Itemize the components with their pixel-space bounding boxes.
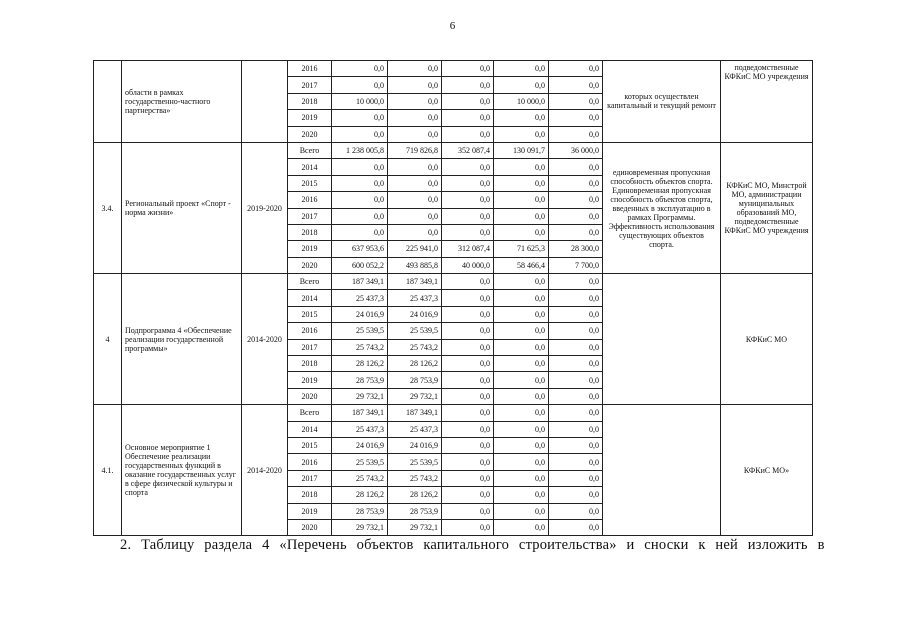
value-cell: 0,0 <box>442 487 494 503</box>
value-cell: 1 238 005,8 <box>332 142 388 158</box>
value-cell: 187 349,1 <box>332 405 388 421</box>
value-cell: 0,0 <box>494 437 549 453</box>
value-cell: 24 016,9 <box>332 437 388 453</box>
value-cell: 0,0 <box>549 405 603 421</box>
value-cell: 0,0 <box>442 339 494 355</box>
year-cell: 2020 <box>288 519 332 535</box>
year-cell: Всего <box>288 142 332 158</box>
value-cell: 130 091,7 <box>494 142 549 158</box>
value-cell: 0,0 <box>388 159 442 175</box>
year-cell: 2015 <box>288 306 332 322</box>
value-cell: 0,0 <box>494 388 549 404</box>
value-cell: 0,0 <box>442 519 494 535</box>
value-cell: 0,0 <box>442 306 494 322</box>
value-cell: 0,0 <box>549 126 603 142</box>
value-cell: 0,0 <box>442 175 494 191</box>
value-cell: 0,0 <box>332 110 388 126</box>
value-cell: 0,0 <box>549 77 603 93</box>
value-cell: 0,0 <box>549 487 603 503</box>
value-cell: 187 349,1 <box>388 274 442 290</box>
value-cell: 0,0 <box>494 208 549 224</box>
implementation-period: 2014-2020 <box>242 274 288 405</box>
value-cell: 0,0 <box>388 93 442 109</box>
year-cell: 2017 <box>288 77 332 93</box>
value-cell: 0,0 <box>494 487 549 503</box>
value-cell: 225 941,0 <box>388 241 442 257</box>
value-cell: 0,0 <box>494 339 549 355</box>
responsible-executor: подведомственные КФКиС МО учреждения <box>721 61 813 143</box>
year-cell: 2019 <box>288 110 332 126</box>
value-cell: 0,0 <box>442 290 494 306</box>
instruction-paragraph <box>120 537 825 554</box>
value-cell: 71 625,3 <box>494 241 549 257</box>
responsible-executor: КФКиС МО» <box>721 405 813 536</box>
year-cell: 2018 <box>288 356 332 372</box>
value-cell: 0,0 <box>549 61 603 77</box>
value-cell: 10 000,0 <box>332 93 388 109</box>
responsible-executor: КФКиС МО <box>721 274 813 405</box>
value-cell: 312 087,4 <box>442 241 494 257</box>
value-cell: 187 349,1 <box>332 274 388 290</box>
value-cell: 0,0 <box>549 306 603 322</box>
value-cell: 0,0 <box>494 77 549 93</box>
value-cell: 28 753,9 <box>332 372 388 388</box>
row-index <box>94 61 122 143</box>
value-cell: 600 052,2 <box>332 257 388 273</box>
value-cell: 0,0 <box>549 339 603 355</box>
value-cell: 0,0 <box>442 208 494 224</box>
value-cell: 0,0 <box>442 454 494 470</box>
value-cell: 0,0 <box>388 208 442 224</box>
value-cell: 0,0 <box>549 93 603 109</box>
result-indicator <box>603 274 721 405</box>
value-cell: 28 753,9 <box>388 372 442 388</box>
value-cell: 0,0 <box>494 110 549 126</box>
block-sport-norm-of-life <box>94 142 813 273</box>
value-cell: 0,0 <box>549 110 603 126</box>
year-cell: 2017 <box>288 470 332 486</box>
value-cell: 40 000,0 <box>442 257 494 273</box>
value-cell: 0,0 <box>442 93 494 109</box>
table-row <box>94 142 813 158</box>
value-cell: 24 016,9 <box>332 306 388 322</box>
value-cell: 0,0 <box>549 323 603 339</box>
year-cell: 2016 <box>288 61 332 77</box>
value-cell: 187 349,1 <box>388 405 442 421</box>
implementation-period: 2019-2020 <box>242 142 288 273</box>
value-cell: 0,0 <box>549 372 603 388</box>
value-cell: 0,0 <box>494 421 549 437</box>
value-cell: 352 087,4 <box>442 142 494 158</box>
year-cell: 2016 <box>288 454 332 470</box>
year-cell: 2018 <box>288 224 332 240</box>
value-cell: 0,0 <box>549 519 603 535</box>
value-cell: 0,0 <box>494 356 549 372</box>
table-row <box>94 274 813 290</box>
value-cell: 0,0 <box>388 224 442 240</box>
value-cell: 0,0 <box>494 323 549 339</box>
value-cell: 0,0 <box>494 519 549 535</box>
value-cell: 0,0 <box>442 470 494 486</box>
value-cell: 25 743,2 <box>332 339 388 355</box>
year-cell: 2014 <box>288 290 332 306</box>
value-cell: 0,0 <box>332 77 388 93</box>
value-cell: 719 826,8 <box>388 142 442 158</box>
value-cell: 0,0 <box>388 77 442 93</box>
value-cell: 0,0 <box>388 192 442 208</box>
value-cell: 0,0 <box>549 208 603 224</box>
value-cell: 0,0 <box>494 290 549 306</box>
value-cell: 29 732,1 <box>388 388 442 404</box>
year-cell: 2020 <box>288 388 332 404</box>
value-cell: 25 743,2 <box>388 470 442 486</box>
block-subprogram-4 <box>94 274 813 405</box>
value-cell: 0,0 <box>332 224 388 240</box>
value-cell: 0,0 <box>442 61 494 77</box>
value-cell: 0,0 <box>494 274 549 290</box>
value-cell: 0,0 <box>442 388 494 404</box>
result-indicator <box>603 405 721 536</box>
year-cell: 2019 <box>288 503 332 519</box>
year-cell: 2016 <box>288 323 332 339</box>
implementation-period <box>242 61 288 143</box>
value-cell: 29 732,1 <box>332 519 388 535</box>
value-cell: 0,0 <box>549 470 603 486</box>
value-cell: 25 539,5 <box>388 323 442 339</box>
result-indicator: единовременная пропускная способность объектов спорта. Единовременная пропускная способность объектов спорта, введенных в эксплуатацию в рамках Программы. Эффективность использования существующих объектов спорта. <box>603 142 721 273</box>
value-cell: 0,0 <box>549 388 603 404</box>
value-cell: 0,0 <box>549 224 603 240</box>
value-cell: 0,0 <box>388 61 442 77</box>
value-cell: 0,0 <box>442 323 494 339</box>
year-cell: 2015 <box>288 437 332 453</box>
value-cell: 0,0 <box>332 126 388 142</box>
year-cell: Всего <box>288 274 332 290</box>
value-cell: 29 732,1 <box>332 388 388 404</box>
value-cell: 24 016,9 <box>388 437 442 453</box>
value-cell: 25 539,5 <box>332 323 388 339</box>
value-cell: 28 126,2 <box>332 356 388 372</box>
activity-name: Региональный проект «Спорт - норма жизни» <box>122 142 242 273</box>
responsible-executor: КФКиС МО, Минстрой МО, администрации муниципальных образований МО, подведомственные КФКиС МО учреждения <box>721 142 813 273</box>
implementation-period: 2014-2020 <box>242 405 288 536</box>
year-cell: 2017 <box>288 208 332 224</box>
value-cell: 0,0 <box>494 306 549 322</box>
value-cell: 25 743,2 <box>388 339 442 355</box>
activity-name: области в рамках государственно-частного партнерства» <box>122 61 242 143</box>
value-cell: 0,0 <box>332 208 388 224</box>
value-cell: 0,0 <box>442 372 494 388</box>
value-cell: 25 437,3 <box>388 290 442 306</box>
value-cell: 29 732,1 <box>388 519 442 535</box>
value-cell: 0,0 <box>549 175 603 191</box>
block-regional-ppp <box>94 61 813 143</box>
value-cell: 0,0 <box>494 503 549 519</box>
value-cell: 28 753,9 <box>388 503 442 519</box>
activity-name: Основное мероприятие 1 Обеспечение реализации государственных функций в оказание государственных услуг в сфере физической культуры и спорта <box>122 405 242 536</box>
value-cell: 36 000,0 <box>549 142 603 158</box>
value-cell: 28 126,2 <box>388 487 442 503</box>
value-cell: 0,0 <box>442 405 494 421</box>
value-cell: 0,0 <box>442 110 494 126</box>
value-cell: 0,0 <box>442 274 494 290</box>
value-cell: 0,0 <box>494 372 549 388</box>
year-cell: 2014 <box>288 421 332 437</box>
row-index: 4.1. <box>94 405 122 536</box>
value-cell: 0,0 <box>549 421 603 437</box>
value-cell: 0,0 <box>494 224 549 240</box>
year-cell: 2018 <box>288 487 332 503</box>
value-cell: 28 300,0 <box>549 241 603 257</box>
value-cell: 0,0 <box>332 192 388 208</box>
value-cell: 25 743,2 <box>332 470 388 486</box>
row-index: 4 <box>94 274 122 405</box>
table-row <box>94 61 813 77</box>
value-cell: 0,0 <box>549 192 603 208</box>
value-cell: 0,0 <box>332 175 388 191</box>
value-cell: 0,0 <box>442 421 494 437</box>
value-cell: 0,0 <box>494 454 549 470</box>
year-cell: 2016 <box>288 192 332 208</box>
value-cell: 0,0 <box>494 61 549 77</box>
value-cell: 0,0 <box>549 274 603 290</box>
year-cell: 2018 <box>288 93 332 109</box>
value-cell: 25 437,3 <box>332 290 388 306</box>
value-cell: 0,0 <box>549 290 603 306</box>
year-cell: 2019 <box>288 241 332 257</box>
value-cell: 0,0 <box>442 159 494 175</box>
value-cell: 0,0 <box>442 77 494 93</box>
value-cell: 0,0 <box>549 159 603 175</box>
row-index: 3.4. <box>94 142 122 273</box>
value-cell: 0,0 <box>442 126 494 142</box>
value-cell: 10 000,0 <box>494 93 549 109</box>
value-cell: 0,0 <box>442 503 494 519</box>
value-cell: 25 539,5 <box>388 454 442 470</box>
value-cell: 0,0 <box>494 159 549 175</box>
program-table <box>93 60 813 536</box>
year-cell: 2020 <box>288 126 332 142</box>
value-cell: 58 466,4 <box>494 257 549 273</box>
value-cell: 0,0 <box>442 356 494 372</box>
value-cell: 0,0 <box>388 175 442 191</box>
value-cell: 25 539,5 <box>332 454 388 470</box>
value-cell: 0,0 <box>549 356 603 372</box>
table-row <box>94 405 813 421</box>
value-cell: 0,0 <box>549 503 603 519</box>
value-cell: 28 753,9 <box>332 503 388 519</box>
value-cell: 0,0 <box>494 405 549 421</box>
value-cell: 637 953,6 <box>332 241 388 257</box>
value-cell: 24 016,9 <box>388 306 442 322</box>
result-indicator: которых осуществлен капитальный и текущий ремонт <box>603 61 721 143</box>
year-cell: 2019 <box>288 372 332 388</box>
value-cell: 0,0 <box>549 454 603 470</box>
year-cell: 2017 <box>288 339 332 355</box>
year-cell: 2015 <box>288 175 332 191</box>
page-number: 6 <box>449 20 456 32</box>
value-cell: 0,0 <box>388 126 442 142</box>
year-cell: 2020 <box>288 257 332 273</box>
value-cell: 0,0 <box>494 175 549 191</box>
year-cell: 2014 <box>288 159 332 175</box>
value-cell: 28 126,2 <box>332 487 388 503</box>
value-cell: 25 437,3 <box>332 421 388 437</box>
instruction-text: 2. Таблицу раздела 4 «Перечень объектов капитального строительства» и сноски к ней изложить в <box>120 537 825 553</box>
year-cell: Всего <box>288 405 332 421</box>
value-cell: 0,0 <box>332 61 388 77</box>
value-cell: 0,0 <box>494 192 549 208</box>
block-main-activity-1 <box>94 405 813 536</box>
activity-name: Подпрограмма 4 «Обеспечение реализации государственной программы» <box>122 274 242 405</box>
value-cell: 25 437,3 <box>388 421 442 437</box>
value-cell: 493 885,8 <box>388 257 442 273</box>
value-cell: 7 700,0 <box>549 257 603 273</box>
value-cell: 0,0 <box>494 470 549 486</box>
value-cell: 0,0 <box>388 110 442 126</box>
value-cell: 0,0 <box>442 192 494 208</box>
value-cell: 28 126,2 <box>388 356 442 372</box>
value-cell: 0,0 <box>549 437 603 453</box>
value-cell: 0,0 <box>442 224 494 240</box>
value-cell: 0,0 <box>332 159 388 175</box>
value-cell: 0,0 <box>442 437 494 453</box>
value-cell: 0,0 <box>494 126 549 142</box>
